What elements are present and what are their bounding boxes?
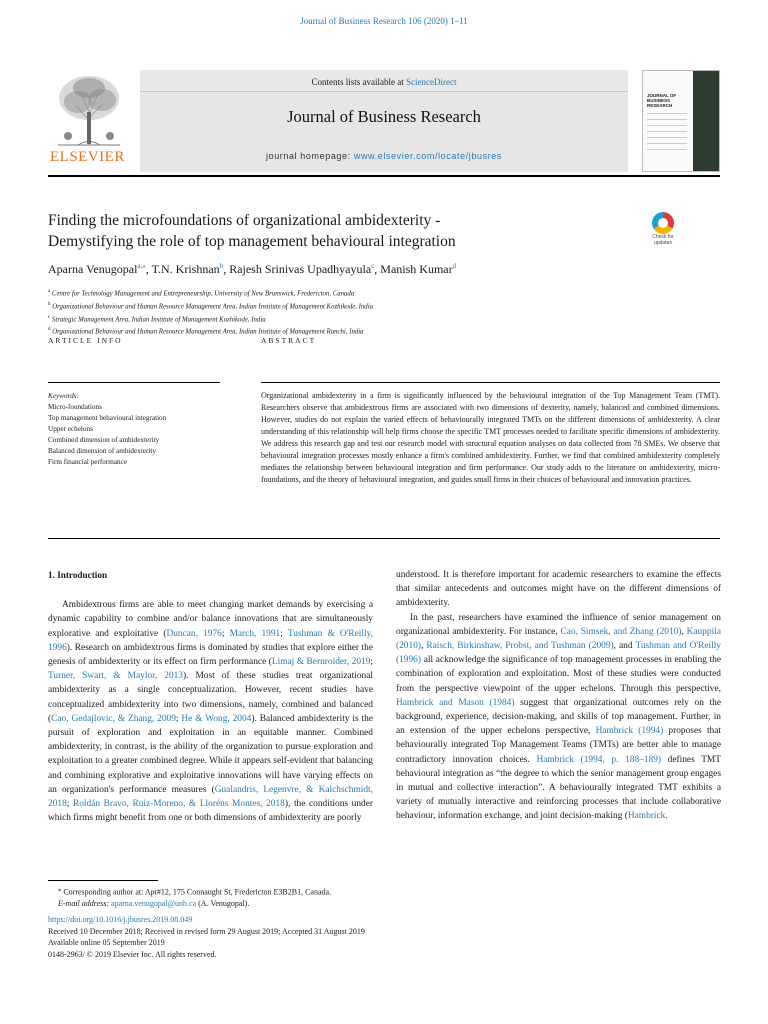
contents-line	[140, 70, 628, 92]
affiliation-text: Strategic Management Area, Indian Institute of Management Kozhikode, India	[50, 315, 266, 323]
abstract-bottom-rule	[48, 538, 720, 539]
citation-link[interactable]: Tushman and O'Reilly (1996)	[396, 641, 721, 666]
citation-link[interactable]: Hambrick (1994)	[595, 726, 664, 737]
citation-link[interactable]: Hambrick (1994, p. 188–189)	[536, 754, 662, 765]
intro-paragraph-1	[48, 598, 373, 825]
contents-prefix: Contents lists available at	[311, 77, 406, 87]
received-dates: Received 10 December 2018; Received in revised form 29 August 2019; Accepted 31 August 2019	[48, 926, 365, 936]
citation-link[interactable]: Limaj & Bernroider, 2019	[271, 657, 371, 668]
crossmark-label: Check for updates	[652, 234, 674, 246]
affiliation-list	[48, 287, 720, 338]
author-name[interactable]: Aparna Venugopal	[48, 262, 138, 276]
author-name[interactable]: Manish Kumar	[380, 262, 453, 276]
paragraph-text: all acknowledge the significance of top management processes in enabling the combination of exploration and exploitation. Most of these studies were conducted from the perspective viewpoint of the upper echelons. Through this perspective,	[396, 655, 721, 694]
corresponding-author-text: Corresponding author at: Apt#12, 175 Connaught St, Fredericton E3B2B1, Canada.	[61, 887, 332, 897]
paragraph-text: ). Most of these studies treat organizational ambidexterity as a single conceptualization. However, recent studies have conceptualized ambidexterity into two dimensions, namely, combined and balanced (	[48, 671, 374, 724]
affiliation-item	[48, 287, 720, 300]
affiliation-text: Organizational Behaviour and Human Resource Management Area, Indian Institute of Management Kozhikode, India	[50, 303, 373, 311]
author-affiliation-marker[interactable]: b	[219, 262, 224, 270]
bibliographic-info	[48, 914, 548, 960]
author-affiliation-marker[interactable]: a,⁎	[137, 262, 146, 270]
citation-link[interactable]: Roldán Bravo, Ruiz-Moreno, & Lloréns Montes, 2018	[72, 799, 285, 810]
author-name[interactable]: T.N. Krishnan	[151, 262, 220, 276]
affiliation-text: Centre for Technology Management and Entrepreneurship, University of New Brunswick, Fredericton, Canada	[50, 290, 355, 298]
paragraph-text: In the past, researchers have examined the influence of senior management on organizational ambidexterity. For instance,	[396, 612, 721, 637]
citation-link[interactable]: Turner, Swart, & Maylor, 2013	[48, 671, 183, 682]
paragraph-text: ;	[66, 799, 73, 810]
journal-title: Journal of Business Research	[287, 107, 481, 126]
corresponding-author-footnote	[48, 884, 448, 909]
available-online-date: Available online 05 September 2019	[48, 938, 165, 947]
crossmark-icon	[652, 212, 674, 234]
paragraph-text: ;	[280, 628, 288, 639]
paragraph-text: ). Research on ambidextrous firms is dominated by studies that explore either the genesis of ambidexterity or its effect on firm performance (	[48, 642, 373, 668]
author-list	[48, 262, 720, 277]
article-info-heading: ARTICLE INFO	[48, 336, 123, 345]
check-for-updates-badge[interactable]	[648, 212, 678, 248]
journal-masthead	[48, 70, 720, 172]
citation-link[interactable]: Gualandris, Legenvre, & Kalchschmidt, 2018	[48, 784, 373, 810]
citation-link[interactable]: Tushman & O'Reilly, 1996	[48, 628, 374, 653]
sciencedirect-link[interactable]: ScienceDirect	[406, 77, 457, 87]
paragraph-text: ,	[421, 641, 427, 652]
intro-paragraph-1-continued	[396, 568, 721, 611]
article-info-rule	[48, 382, 220, 383]
body-column-left	[48, 568, 373, 825]
keyword-item: Combined dimension of ambidexterity	[48, 436, 160, 444]
keyword-item: Upper echelons	[48, 425, 93, 433]
email-suffix: (A. Venugopal).	[196, 898, 250, 908]
keywords-list	[48, 402, 220, 468]
citation-link[interactable]: Hambrick,	[627, 811, 668, 822]
copyright-notice: 0148-2963/ © 2019 Elsevier Inc. All rights reserved.	[48, 949, 217, 959]
affiliation-item	[48, 313, 720, 326]
citation-link[interactable]: He & Wong, 2004	[181, 713, 252, 724]
article-title-line-1: Finding the microfoundations of organizational ambidexterity -	[48, 212, 441, 229]
journal-reference-link[interactable]: Journal of Business Research 106 (2020) 1–11	[300, 16, 468, 26]
journal-cover-thumbnail[interactable]	[642, 70, 720, 172]
paragraph-text: ;	[221, 628, 230, 639]
journal-homepage	[140, 151, 628, 161]
author-separator: ,	[145, 262, 152, 276]
keyword-item: Top management behavioural integration	[48, 414, 167, 422]
affiliation-marker: a	[48, 289, 51, 294]
citation-link[interactable]: Raisch, Birkinshaw, Probst, and Tushman (2009)	[426, 641, 614, 652]
keyword-item: Firm financial performance	[48, 458, 128, 466]
paragraph-text: ;	[370, 657, 373, 668]
homepage-link[interactable]: www.elsevier.com/locate/jbusres	[353, 151, 502, 161]
cover-title: JOURNAL OF BUSINESS RESEARCH	[647, 93, 677, 108]
citation-link[interactable]: Kauppila (2010)	[396, 626, 721, 652]
citation-link[interactable]: Hambrick and Mason (1984)	[396, 697, 515, 708]
affiliation-text: Organizational Behaviour and Human Resource Management Area, Indian Institute of Management Ranchi, India	[50, 328, 364, 336]
keywords-block	[48, 391, 220, 468]
affiliation-marker: d	[48, 327, 51, 333]
affiliation-item	[48, 300, 720, 313]
abstract-rule	[261, 382, 720, 383]
body-column-right	[396, 568, 721, 824]
citation-link[interactable]: Duncan, 1976	[166, 628, 222, 639]
author-name[interactable]: Rajesh Srinivas Upadhyayula	[229, 262, 372, 276]
keyword-item: Micro-foundations	[48, 403, 102, 411]
paragraph-text: defines TMT behavioural integration as “the degree to which the senior management group engages in mutual and collective interaction”. A behaviourally integrated TMT exhibits a variety of mutually interactive and reinforcing processes that include collaborative behaviour, information exchange, and joint decision-making (	[396, 754, 721, 822]
author-affiliation-marker[interactable]: d	[452, 262, 457, 270]
author-separator: ,	[374, 262, 381, 276]
paragraph-text: , and	[613, 641, 636, 652]
author-separator: ,	[223, 262, 230, 276]
footnote-rule	[48, 880, 158, 881]
email-label: E-mail address:	[58, 898, 112, 908]
paragraph-text: ). Balanced ambidexterity is the pursuit of exploration and exploitation in an equitable manner. Combined ambidexterity, in contrast, is the ability of the organization to pursue exploration and exploitation to a greater combined degree. While it appears self-evident that balancing and combining explorative and exploitative innovations will have varying effects on an organization's performance measures (	[48, 713, 373, 795]
paragraph-text: understood. It is therefore important for academic researchers to examine the effects that similar antecedents and outcomes might have on the different dimensions of ambidexterity.	[396, 570, 721, 609]
keyword-item: Balanced dimension of ambidexterity	[48, 447, 156, 455]
paragraph-text: ,	[681, 626, 687, 637]
paragraph-text: suggest that organizational outcomes rely on the background, experience, decision-making, and skills of top management. Further, in an extension of the upper echelons perspective,	[396, 697, 721, 737]
homepage-prefix: journal homepage:	[265, 151, 354, 161]
citation-link[interactable]: Cao, Gedajlovic, & Zhang, 2009	[51, 713, 176, 724]
journal-title-box	[140, 92, 628, 172]
publisher-name: ELSEVIER	[50, 149, 125, 165]
author-email-link[interactable]: aparna.venugopal@unb.ca	[111, 898, 197, 908]
abstract-text: Organizational ambidexterity in a firm is significantly influenced by the behavioural integration of the Top Management Team (TMT). Researchers observe that ambidextrous firms are associated with two dimensions of dexterity, namely, balanced and combined dimensions. However, studies do not explain the varied effects of behaviourally integrated TMTs on the different dimensions of ambidexterity. A clear understanding of this relationship will help firms choose the specific TMT processes needed to facilitate specific dimensions of ambidexterity. We address this research gap and test our research model with structural equation analyses on data collected from 78 SMEs. We observe that behavioural integration processes mostly enhance a firm's combined ambidexterity. Further, we find that combined ambidexterity completely mediates the relationship between behavioural integration and firm performance. Our study adds to the literature on ambidexterity, micro-foundations, and the theory of behavioural integration, and guides small firms in their choices of behavioural and innovation practices.	[261, 391, 720, 484]
cover-image-strip	[693, 71, 719, 171]
paragraph-text: ;	[175, 713, 182, 724]
masthead-rule	[48, 175, 720, 177]
paragraph-text: Ambidextrous firms are able to meet changing market demands by exercising a dynamic capability to combine and/or balance innovations that are simultaneously explorative and exploitative (	[48, 600, 373, 639]
citation-link[interactable]: Cao, Simsek, and Zhang (2010)	[560, 626, 682, 637]
elsevier-tree-logo	[48, 70, 130, 172]
intro-paragraph-2	[396, 611, 721, 824]
doi-link[interactable]: https://doi.org/10.1016/j.jbusres.2019.08.049	[48, 915, 193, 924]
article-title-line-2: Demystifying the role of top management behavioural integration	[48, 233, 456, 250]
paragraph-text: proposes that behaviourally integrated Top Management Teams (TMTs) are better able to manage contradictory innovation choices.	[396, 726, 722, 765]
article-title	[48, 210, 608, 252]
masthead-center	[140, 70, 628, 172]
citation-link[interactable]: March, 1991	[229, 628, 281, 639]
author-affiliation-marker[interactable]: c	[371, 262, 375, 270]
section-heading-introduction: 1. Introduction	[48, 570, 108, 580]
affiliation-marker: b	[48, 301, 51, 307]
abstract-heading: ABSTRACT	[261, 336, 317, 345]
affiliation-marker: c	[48, 314, 51, 320]
paragraph-text: ), the conditions under which firms might benefit from one or both dimensions of ambidexterity are poorly	[48, 799, 373, 824]
footnote-mark: ⁎	[58, 886, 62, 893]
keywords-label: Keywords:	[48, 392, 79, 400]
affiliation-item	[48, 325, 720, 338]
